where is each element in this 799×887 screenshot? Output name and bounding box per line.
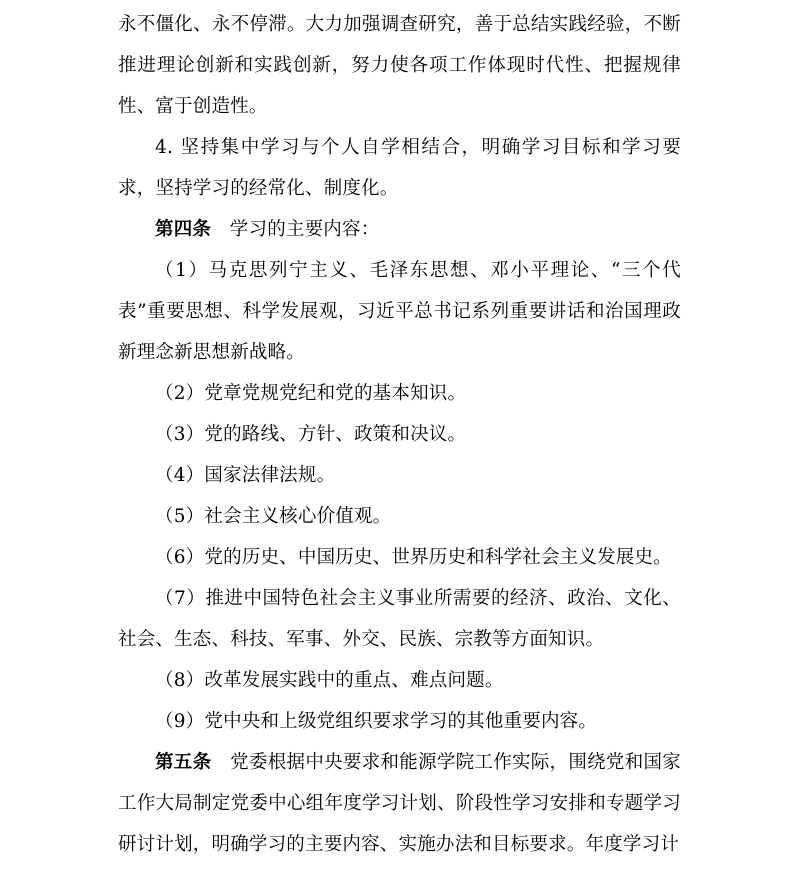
paragraph-text: （7）推进中国特色社会主义事业所需要的经济、政治、文化、社会、生态、科技、军事、外交、民族、宗教等方面知识。 — [118, 588, 681, 650]
para-article-4 — [118, 209, 681, 250]
paragraph-text: （1）马克思列宁主义、毛泽东思想、邓小平理论、“三个代表”重要思想、科学发展观，习近平总书记系列重要讲话和治国理政新理念新思想新战略。 — [118, 260, 681, 363]
paragraph-text: （8）改革发展实践中的重点、难点问题。 — [155, 670, 504, 691]
paragraph-text: 永不僵化、永不停滞。大力加强调查研究，善于总结实践经验，不断推进理论创新和实践创新，努力使各项工作体现时代性、把握规律性、富于创造性。 — [118, 14, 681, 117]
paragraph-text: 学习的主要内容： — [211, 219, 380, 240]
para-content-5 — [118, 496, 681, 537]
paragraph-text: （2）党章党规党纪和党的基本知识。 — [155, 383, 467, 404]
paragraph-text: （9）党中央和上级党组织要求学习的其他重要内容。 — [155, 711, 598, 732]
paragraph-text: （3）党的路线、方针、政策和决议。 — [155, 424, 467, 445]
clause-label: 第四条 — [155, 219, 212, 240]
paragraph-text: （5）社会主义核心价值观。 — [155, 506, 392, 527]
para-content-1 — [118, 250, 681, 373]
para-content-9 — [118, 701, 681, 742]
paragraph-text: （4）国家法律法规。 — [155, 465, 336, 486]
para-continued-1 — [118, 4, 681, 127]
paragraph-text: 党委根据中央要求和能源学院工作实际，围绕党和国家工作大局制定党委中心组年度学习计划、阶段性学习安排和专题学习研讨计划，明确学习的主要内容、实施办法和目标要求。年度学习计 — [118, 752, 681, 855]
document-body — [118, 0, 681, 865]
para-content-4 — [118, 455, 681, 496]
paragraph-text: （6）党的历史、中国历史、世界历史和科学社会主义发展史。 — [155, 547, 672, 568]
paragraph-text: 4. 坚持集中学习与个人自学相结合，明确学习目标和学习要求，坚持学习的经常化、制度化。 — [118, 137, 681, 199]
para-content-6 — [118, 537, 681, 578]
clause-label: 第五条 — [155, 752, 212, 773]
para-content-3 — [118, 414, 681, 455]
para-content-7 — [118, 578, 681, 660]
para-content-8 — [118, 660, 681, 701]
para-content-2 — [118, 373, 681, 414]
para-article-5 — [118, 742, 681, 865]
para-item-4 — [118, 127, 681, 209]
